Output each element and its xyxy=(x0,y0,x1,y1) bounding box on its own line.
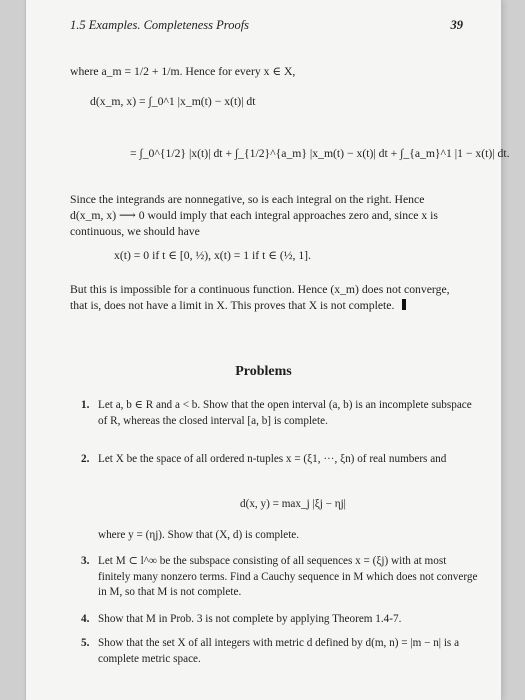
problem-number: 4. xyxy=(81,613,90,625)
book-page xyxy=(26,0,510,700)
page-header xyxy=(70,18,463,34)
equation-integral-split: = ∫_0^{1/2} |x(t)| dt + ∫_{1/2}^{a_m} |x_m(t) − x(t)| dt + ∫_{a_m}^1 |1 − x(t)| dt. xyxy=(130,147,510,160)
equation-distance: d(x_m, x) = ∫_0^1 |x_m(t) − x(t)| dt xyxy=(90,95,256,108)
problem-number: 1. xyxy=(81,399,90,411)
end-of-proof-mark xyxy=(402,299,406,310)
equation-limit-function: x(t) = 0 if t ∈ [0, ½), x(t) = 1 if t ∈ (½, 1]. xyxy=(114,249,311,262)
conclusion-text: But this is impossible for a continuous function. Hence (x_m) does not converge, that is, does not have a limit in X. This proves that X is not complete. xyxy=(70,283,450,312)
problem-number: 3. xyxy=(81,555,90,567)
running-title: 1.5 Examples. Completeness Proofs xyxy=(70,18,250,32)
problem-text: Show that M in Prob. 3 is not complete by applying Theorem 1.4-7. xyxy=(98,613,402,625)
problem-1 xyxy=(81,398,478,429)
problem-text: Let M ⊂ l^∞ be the subspace consisting of all sequences x = (ξj) with at most finitely many nonzero terms. Find a Cauchy sequence in M which does not converge in M, so that M is not complete. xyxy=(98,555,478,599)
paragraph-conclusion xyxy=(70,282,460,314)
section-title-problems: Problems xyxy=(235,364,292,379)
problem-number: 2. xyxy=(81,453,90,465)
problem-2-continued: where y = (ηj). Show that (X, d) is complete. xyxy=(98,529,300,541)
problem-2 xyxy=(81,452,478,468)
problem-4 xyxy=(81,612,478,628)
problem-2-formula: d(x, y) = max_j |ξj − ηj| xyxy=(240,498,346,510)
problem-3 xyxy=(81,554,478,601)
problem-number: 5. xyxy=(81,637,90,649)
paragraph-integrands: Since the integrands are nonnegative, so is each integral on the right. Hence d(x_m, x) ⟶ 0 would imply that each integral approaches zero and, since x is continuous, we should have xyxy=(70,193,438,238)
page-number: 39 xyxy=(450,18,463,32)
problem-5 xyxy=(81,636,478,667)
intro-line: where a_m = 1/2 + 1/m. Hence for every x ∈ X, xyxy=(70,65,296,78)
problem-text: Show that the set X of all integers with metric d defined by d(m, n) = |m − n| is a complete metric space. xyxy=(98,637,460,665)
problem-text: Let a, b ∈ R and a < b. Show that the open interval (a, b) is an incomplete subspace of R, whereas the closed interval [a, b] is complete. xyxy=(98,399,472,427)
problem-text: Let X be the space of all ordered n-tuples x = (ξ1, ···, ξn) of real numbers and xyxy=(98,453,447,465)
